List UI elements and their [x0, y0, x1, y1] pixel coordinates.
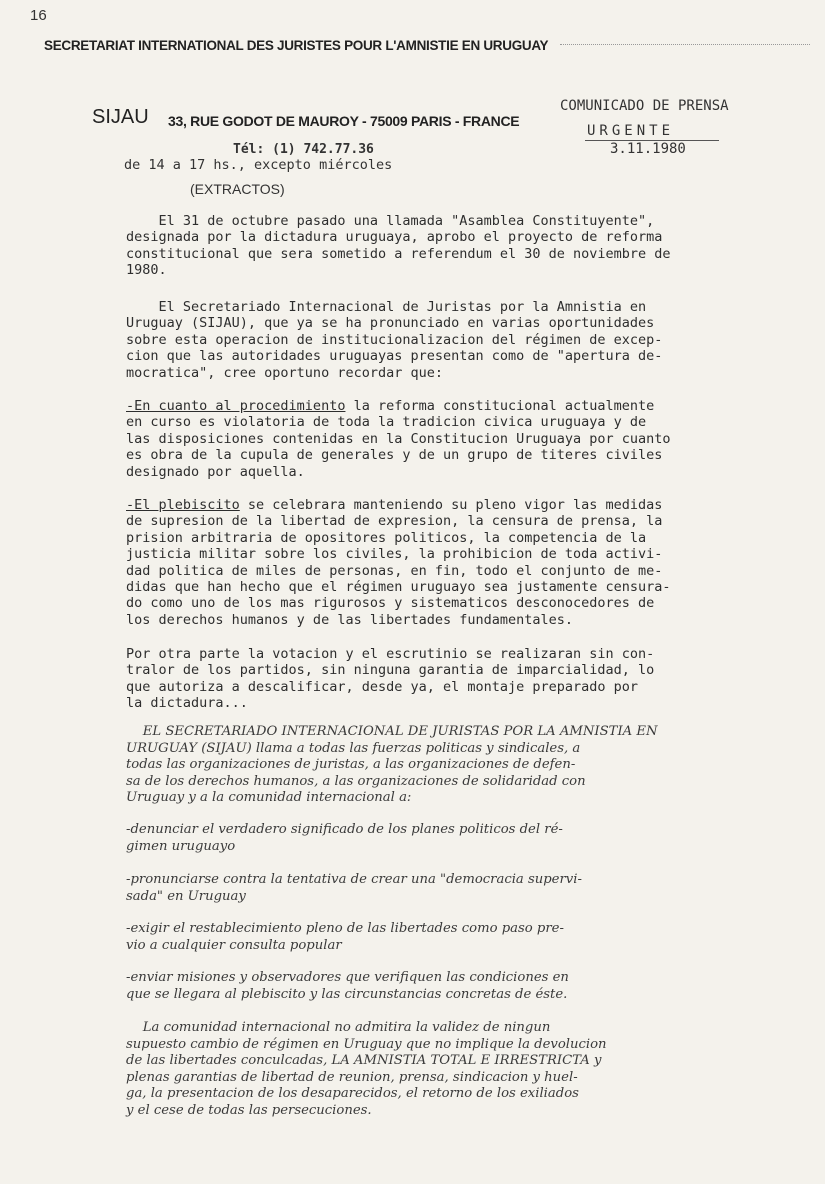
- text-line: la dictadura...: [126, 695, 248, 712]
- text-line: de las libertades conculcadas, LA AMNISTIA TOTAL E IRRESTRICTA y: [126, 1053, 602, 1069]
- text-line: supuesto cambio de régimen en Uruguay que no implique la devolucion: [126, 1036, 607, 1052]
- text-line: prision arbitraria de opositores politicos, la competencia de la: [126, 529, 647, 546]
- press-release-label: COMUNICADO DE PRENSA: [560, 98, 729, 114]
- release-date: 3.11.1980: [610, 141, 686, 157]
- list-item-demand: [126, 921, 791, 954]
- text-line: La comunidad internacional no admitira la validez de ningun: [126, 1020, 551, 1035]
- text-line: tralor de los partidos, sin ninguna garantia de imparcialidad, lo: [126, 662, 655, 679]
- text-line: y el cese de todas las persecuciones.: [126, 1102, 372, 1118]
- text-line: justicia militar sobre los civiles, la prohibicion de toda activi-: [126, 546, 663, 563]
- list-item-missions: [126, 970, 791, 1003]
- text-line: los derechos humanos y de las libertades fundamentales.: [126, 611, 574, 628]
- text-line: Uruguay (SIJAU), que ya se ha pronunciado en varias oportunidades: [126, 315, 655, 332]
- text-line: -exigir el restablecimiento pleno de las libertades como paso pre-: [126, 921, 564, 936]
- text-line: que autoriza a descalificar, desde ya, el montaje preparado por: [126, 678, 639, 695]
- extract-note: (EXTRACTOS): [190, 181, 285, 197]
- letterhead-hours: de 14 a 17 hs., excepto miércoles: [124, 157, 393, 173]
- paragraph-plebiscite: [126, 497, 791, 628]
- text-line: ga, la presentacion de los desaparecidos, el retorno de los exiliados: [126, 1086, 579, 1102]
- text-line: dad politica de miles de personas, en fin, todo el conjunto de me-: [126, 562, 663, 579]
- text-line: plenas garantias de libertad de reunion, prensa, sindicacion y huel-: [126, 1069, 578, 1085]
- heading-procedure: -En cuanto al procedimiento: [126, 398, 346, 414]
- text-line: El Secretariado Internacional de Juristas por la Amnistia en: [126, 299, 647, 315]
- text-line: Por otra parte la votacion y el escrutinio se realizaran sin con-: [126, 646, 655, 662]
- text-line: El 31 de octubre pasado una llamada "Asamblea Constituyente",: [126, 213, 655, 229]
- text-line: designado por aquella.: [126, 463, 305, 480]
- heading-plebiscite: -El plebiscito: [126, 497, 240, 513]
- text-line: sobre esta operacion de institucionalizacion del régimen de excep-: [126, 331, 663, 348]
- letterhead-rule: [560, 44, 810, 45]
- paragraph-vote-counting: [126, 646, 791, 712]
- text-line: vio a cualquier consulta popular: [126, 937, 342, 953]
- text-line: -enviar misiones y observadores que verifiquen las condiciones en: [126, 970, 569, 985]
- text-line: [126, 497, 791, 513]
- text-line: las disposiciones contenidas en la Constitucion Uruguaya por cuanto: [126, 430, 671, 447]
- text-line: EL SECRETARIADO INTERNACIONAL DE JURISTAS POR LA AMNISTIA EN: [126, 724, 658, 739]
- text-line: sa de los derechos humanos, a las organizaciones de solidaridad con: [126, 773, 586, 789]
- page-number: 16: [30, 7, 47, 24]
- paragraph-call: [126, 724, 791, 807]
- text-line: que se llegara al plebiscito y las circunstancias concretas de éste.: [126, 986, 568, 1002]
- paragraph-sijau-statement: [126, 299, 791, 381]
- text-line: mocratica", cree oportuno recordar que:: [126, 364, 443, 381]
- text-fragment: se celebrara manteniendo su pleno vigor las medidas: [239, 497, 663, 513]
- urgency-label: URGENTE: [587, 123, 675, 139]
- text-line: 1980.: [126, 262, 167, 279]
- text-line: [126, 398, 791, 414]
- letterhead-organization: SECRETARIAT INTERNATIONAL DES JURISTES POUR L'AMNISTIE EN URUGUAY: [44, 38, 549, 53]
- text-line: URUGUAY (SIJAU) llama a todas las fuerzas politicas y sindicales, a: [126, 740, 581, 756]
- text-line: sada" en Uruguay: [126, 888, 246, 904]
- letterhead-address: 33, RUE GODOT DE MAUROY - 75009 PARIS - FRANCE: [168, 113, 520, 129]
- text-line: de supresion de la libertad de expresion, la censura de prensa, la: [126, 513, 663, 530]
- text-line: designada por la dictadura uruguaya, aprobo el proyecto de reforma: [126, 229, 663, 246]
- text-line: gimen uruguayo: [126, 838, 236, 854]
- paragraph-assembly: [126, 213, 791, 279]
- list-item-denounce: [126, 822, 791, 855]
- text-line: en curso es violatoria de toda la tradicion civica uruguaya y de: [126, 414, 647, 431]
- text-line: cion que las autoridades uruguayas presentan como de "apertura de-: [126, 348, 663, 365]
- text-line: do como uno de los mas rigurosos y sistematicos desconocedores de: [126, 595, 655, 612]
- letterhead-phone: Tél: (1) 742.77.36: [233, 142, 374, 157]
- text-line: constitucional que sera sometido a referendum el 30 de noviembre de: [126, 245, 671, 262]
- text-line: didas que han hecho que el régimen uruguayo sea justamente censura-: [126, 579, 671, 596]
- paragraph-procedure: [126, 398, 791, 480]
- paragraph-closing: [126, 1020, 791, 1120]
- text-line: es obra de la cupula de generales y de un grupo de titeres civiles: [126, 447, 663, 464]
- text-line: todas las organizaciones de juristas, a las organizaciones de defen-: [126, 757, 576, 773]
- text-line: Uruguay y a la comunidad internacional a:: [126, 790, 412, 806]
- text-line: -pronunciarse contra la tentativa de crear una "democracia supervi-: [126, 872, 582, 887]
- text-line: -denunciar el verdadero significado de los planes politicos del ré-: [126, 822, 563, 837]
- letterhead-acronym: SIJAU: [92, 106, 149, 128]
- text-fragment: la reforma constitucional actualmente: [345, 398, 655, 414]
- list-item-pronounce: [126, 872, 791, 905]
